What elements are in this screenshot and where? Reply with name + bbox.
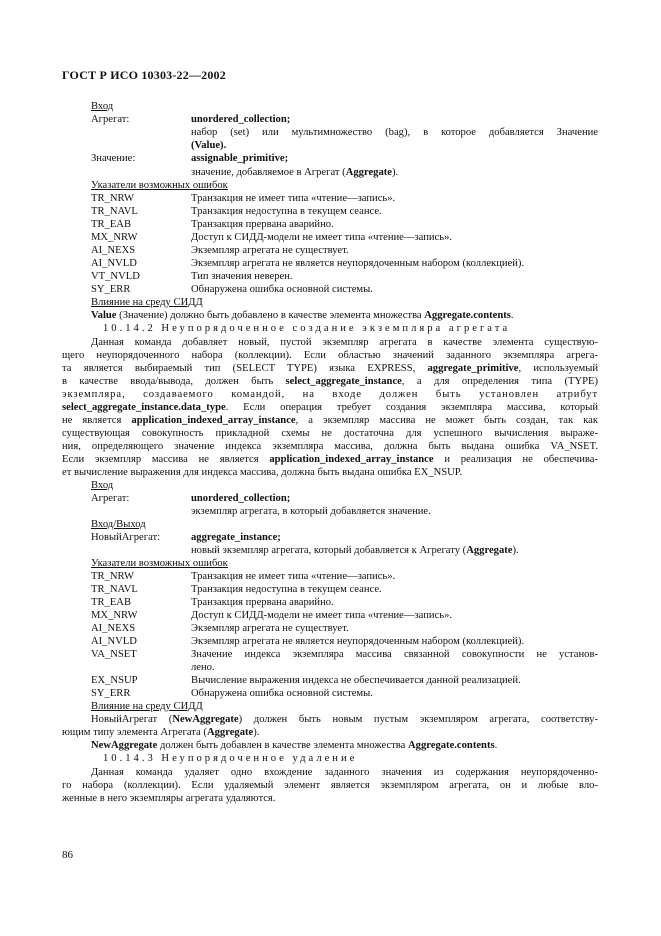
paragraph-line: ния, определяющего значение индекса экземпляра массива, должна быть выдана ошибка VA_NSET.: [62, 441, 598, 452]
page-number: 86: [62, 849, 73, 861]
error-code: MX_NRW: [91, 610, 138, 621]
input-heading: Вход: [91, 480, 114, 491]
paragraph-line: ет вычисление выражения для индекса массива, должна быть выдана ошибка EX_NSUP.: [62, 467, 463, 478]
error-code: TR_EAB: [91, 219, 132, 230]
standard-header: ГОСТ Р ИСО 10303-22—2002: [62, 68, 226, 82]
error-text: Обнаружена ошибка основной системы.: [191, 688, 373, 699]
error-text: Доступ к СИДД-модели не имеет типа «чтение—запись».: [191, 232, 453, 243]
error-code: VT_NVLD: [91, 271, 140, 282]
error-text: Экземпляр агрегата не является неупорядоченным набором (коллекцией).: [191, 258, 525, 269]
error-code: TR_EAB: [91, 597, 132, 608]
error-text: Экземпляр агрегата не существует.: [191, 245, 349, 256]
param-desc: экземпляр агрегата, в который добавляется значение.: [191, 506, 431, 517]
error-code: AI_NEXS: [91, 623, 136, 634]
section-heading: 10.14.2 Неупорядоченное создание экземпляра агрегата: [103, 323, 511, 334]
error-text: Транзакция прервана аварийно.: [191, 597, 334, 608]
error-code: AI_NVLD: [91, 636, 137, 647]
error-text: Обнаружена ошибка основной системы.: [191, 284, 373, 295]
effect-heading: Влияние на среду СИДД: [91, 701, 203, 712]
io-heading: Вход/Выход: [91, 519, 146, 530]
error-code: VA_NSET: [91, 649, 137, 660]
paragraph-line: женные в него экземпляры агрегата удаляются.: [62, 793, 276, 804]
error-text: Транзакция не имеет типа «чтение—запись».: [191, 193, 396, 204]
error-text: Вычисление выражения индекса не обеспечивается данной реализацией.: [191, 675, 521, 686]
param-desc: (Value).: [191, 140, 227, 151]
paragraph-line: Данная команда добавляет новый, пустой экземпляр агрегата в качестве элемента существую-: [91, 337, 598, 348]
param-type: assignable_primitive;: [191, 153, 289, 164]
param-type: aggregate_instance;: [191, 532, 281, 543]
paragraph-line: го набора (коллекции). Если удаляемый элемент является экземпляром агрегата, он и любые вло-: [62, 780, 598, 791]
error-code: TR_NRW: [91, 193, 134, 204]
param-desc: новый экземпляр агрегата, который добавляется к Агрегату (Aggregate).: [191, 545, 519, 556]
error-text: Значение индекса экземпляра массива связанной совокупности не установ-: [191, 649, 598, 660]
error-code: AI_NEXS: [91, 245, 136, 256]
error-code: SY_ERR: [91, 284, 131, 295]
paragraph-line: в качестве ввода/вывода, должен быть select_aggregate_instance, а для определения типа (TYPE): [62, 376, 598, 387]
paragraph-line: существующая совокупность прикладной схемы не достаточна для успешного вычисления выраже-: [62, 428, 598, 439]
param-desc: набор (set) или мультимножество (bag), в которое добавляется Значение: [191, 127, 598, 138]
error-code: TR_NAVL: [91, 206, 138, 217]
param-label-value: Значение:: [91, 153, 136, 164]
param-label-new-aggregate: НовыйАгрегат:: [91, 532, 161, 543]
effect-text: NewAggregate должен быть добавлен в качестве элемента множества Aggregate.contents.: [91, 740, 498, 751]
error-text: Экземпляр агрегата не существует.: [191, 623, 349, 634]
error-code: MX_NRW: [91, 232, 138, 243]
error-text: Экземпляр агрегата не является неупорядоченным набором (коллекцией).: [191, 636, 525, 647]
param-desc: значение, добавляемое в Агрегат (Aggregate).: [191, 167, 399, 178]
paragraph-line: не является application_indexed_array_instance, а экземпляр массива не может быть создан, так как: [62, 415, 598, 426]
paragraph-line: Если экземпляр массива не является application_indexed_array_instance и реализация не обеспечива-: [62, 454, 598, 465]
paragraph-line: экземпляра, создаваемого командой, на входе должен быть установлен атрибут: [62, 389, 598, 400]
paragraph-line: та является выбираемый тип (SELECT TYPE) языка EXPRESS, aggregate_primitive, используемый: [62, 363, 598, 374]
effect-text: Value (Значение) должно быть добавлено в качестве элемента множества Aggregate.contents.: [91, 310, 514, 321]
error-code: TR_NRW: [91, 571, 134, 582]
param-type: unordered_collection;: [191, 114, 291, 125]
error-text: Транзакция недоступна в текущем сеансе.: [191, 206, 382, 217]
effect-text: ющим типу элемента Агрегата (Aggregate).: [62, 727, 260, 738]
paragraph-line: select_aggregate_instance.data_type. Если операция требует создания экземпляра массива, который: [62, 402, 598, 413]
errors-heading: Указатели возможных ошибок: [91, 558, 228, 569]
paragraph-line: Данная команда удаляет одно вхождение заданного значения из содержания неупорядоченно-: [91, 767, 598, 778]
param-type: unordered_collection;: [191, 493, 291, 504]
error-text: Транзакция недоступна в текущем сеансе.: [191, 584, 382, 595]
error-text: Транзакция прервана аварийно.: [191, 219, 334, 230]
error-code: SY_ERR: [91, 688, 131, 699]
input-heading: Вход: [91, 101, 114, 112]
effect-text: НовыйАгрегат (NewAggregate) должен быть новым пустым экземпляром агрегата, соответству-: [91, 714, 599, 725]
param-label-aggregate: Агрегат:: [91, 114, 130, 125]
errors-heading: Указатели возможных ошибок: [91, 180, 228, 191]
error-code: TR_NAVL: [91, 584, 138, 595]
effect-heading: Влияние на среду СИДД: [91, 297, 203, 308]
error-code: AI_NVLD: [91, 258, 137, 269]
error-text: Доступ к СИДД-модели не имеет типа «чтение—запись».: [191, 610, 453, 621]
error-text: лено.: [191, 662, 215, 673]
error-code: EX_NSUP: [91, 675, 138, 686]
error-text: Тип значения неверен.: [191, 271, 293, 282]
section-heading: 10.14.3 Неупорядоченное удаление: [103, 753, 358, 764]
error-text: Транзакция не имеет типа «чтение—запись».: [191, 571, 396, 582]
param-label-aggregate: Агрегат:: [91, 493, 130, 504]
paragraph-line: щего неупорядоченного набора (коллекции). Если областью значений заданного экземпляра агрега-: [62, 350, 598, 361]
